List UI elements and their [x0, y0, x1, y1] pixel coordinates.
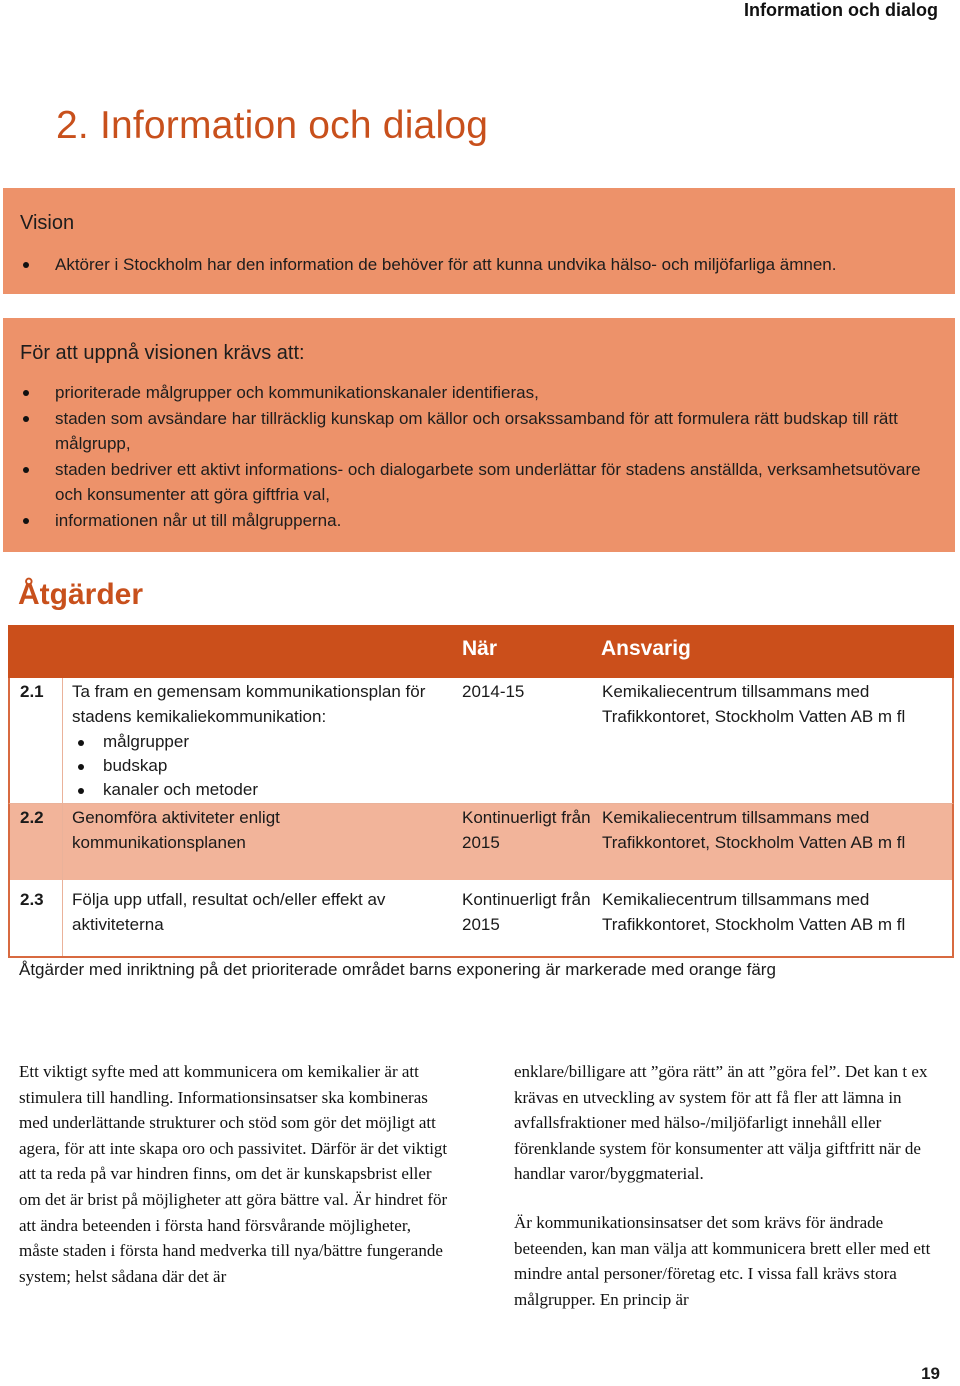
action-responsible: Kemikaliecentrum tillsammans med Trafikkontoret, Stockholm Vatten AB m fl — [602, 890, 906, 934]
chapter-title: 2. Information och dialog — [56, 104, 489, 147]
body-paragraph: Är kommunikationsinsatser det som krävs för ändrade beteenden, kan man välja att kommunicera brett eller med ett mindre antal personer/företag etc. I vissa fall krävs stora målgrupper. En princip är — [514, 1212, 931, 1309]
action-description: Följa upp utfall, resultat och/eller effekt av aktiviteterna — [72, 890, 386, 934]
list-item: Aktörer i Stockholm har den information de behöver för att kunna undvika hälso- och miljöfarliga ämnen. — [3, 252, 933, 278]
actions-table-header — [8, 625, 954, 678]
action-subitems — [72, 730, 452, 802]
table-row-highlighted — [8, 804, 954, 880]
action-description: Ta fram en gemensam kommunikationsplan för stadens kemikaliekommunikation: målgrupper budskap kanaler och metoder — [72, 679, 452, 802]
table-row — [8, 678, 954, 804]
action-number: 2.3 — [20, 890, 44, 909]
body-paragraph: Ett viktigt syfte med att kommunicera om kemikalier är att stimulera till handling. Informationsinsatser ska kombineras med underlättande strukturer och stöd som gör det möjligt att agera, för att inte skapa oro och passivitet. Därför är det viktigt att ta reda på var hindren finns, om det är kunskapsbrist eller om det är brist på möjligheter att göra bättre val. Är hindret för att ändra beteenden i första hand försvårande möjligheter, måste staden i första hand medverka till nya/bättre fungerande system; helst sådana där det är — [19, 1062, 448, 1286]
requirements-box — [3, 318, 955, 552]
body-column-right — [514, 1059, 944, 1312]
bullet-icon — [78, 788, 84, 794]
column-divider — [62, 678, 63, 803]
bullet-icon — [23, 518, 29, 524]
body-column-left — [19, 1059, 449, 1289]
bullet-icon — [23, 416, 29, 422]
bullet-icon — [23, 390, 29, 396]
requirements-heading: För att uppnå visionen krävs att: — [20, 342, 305, 364]
actions-heading: Åtgärder — [18, 578, 144, 611]
vision-box — [3, 188, 955, 294]
action-responsible: Kemikaliecentrum tillsammans med Trafikkontoret, Stockholm Vatten AB m fl — [602, 808, 906, 852]
bullet-icon — [23, 262, 29, 268]
action-when: Kontinuerligt från 2015 — [462, 808, 591, 852]
page-number: 19 — [921, 1364, 940, 1383]
list-item: budskap — [72, 754, 452, 778]
vision-heading: Vision — [20, 212, 75, 234]
action-number: 2.1 — [20, 682, 44, 701]
action-when: 2014-15 — [462, 682, 525, 701]
action-number: 2.2 — [20, 808, 44, 827]
action-responsible: Kemikaliecentrum tillsammans med Trafikkontoret, Stockholm Vatten AB m fl — [602, 682, 906, 726]
list-item: kanaler och metoder — [72, 778, 452, 802]
list-item: staden bedriver ett aktivt informations- och dialogarbete som underlättar för stadens anställda, verksamhetsutövare och konsumenter att göra giftfria val, — [3, 457, 933, 508]
column-header-responsible: Ansvarig — [601, 637, 691, 660]
column-header-when: När — [462, 637, 498, 660]
bullet-icon — [23, 467, 29, 473]
actions-note: Åtgärder med inriktning på det prioriterade området barns exponering är markerade med orange färg — [19, 960, 776, 979]
bullet-icon — [78, 764, 84, 770]
table-row — [8, 880, 954, 958]
requirements-list — [3, 380, 933, 533]
column-divider — [62, 880, 63, 956]
body-paragraph: enklare/billigare att ”göra rätt” än att ”göra fel”. Det kan t ex krävas en utveckling av system för att få fler att lämna in avfallsfraktioner med hälso-/miljöfarligt innehåll eller förenklande system för konsumenter att välja giftfritt när de handlar varor/byggmaterial. — [514, 1062, 928, 1184]
action-description: Genomföra aktiviteter enligt kommunikationsplanen — [72, 808, 280, 852]
list-item: målgrupper — [72, 730, 452, 754]
actions-table — [8, 625, 954, 958]
list-item: staden som avsändare har tillräcklig kunskap om källor och orsakssamband för att formulera rätt budskap till rätt målgrupp, — [3, 406, 933, 457]
vision-list — [3, 252, 933, 278]
running-header: Information och dialog — [744, 0, 938, 20]
action-when: Kontinuerligt från 2015 — [462, 890, 591, 934]
bullet-icon — [78, 740, 84, 746]
list-item: prioriterade målgrupper och kommunikationskanaler identifieras, — [3, 380, 933, 406]
column-divider — [62, 804, 63, 880]
list-item: informationen når ut till målgrupperna. — [3, 508, 933, 534]
